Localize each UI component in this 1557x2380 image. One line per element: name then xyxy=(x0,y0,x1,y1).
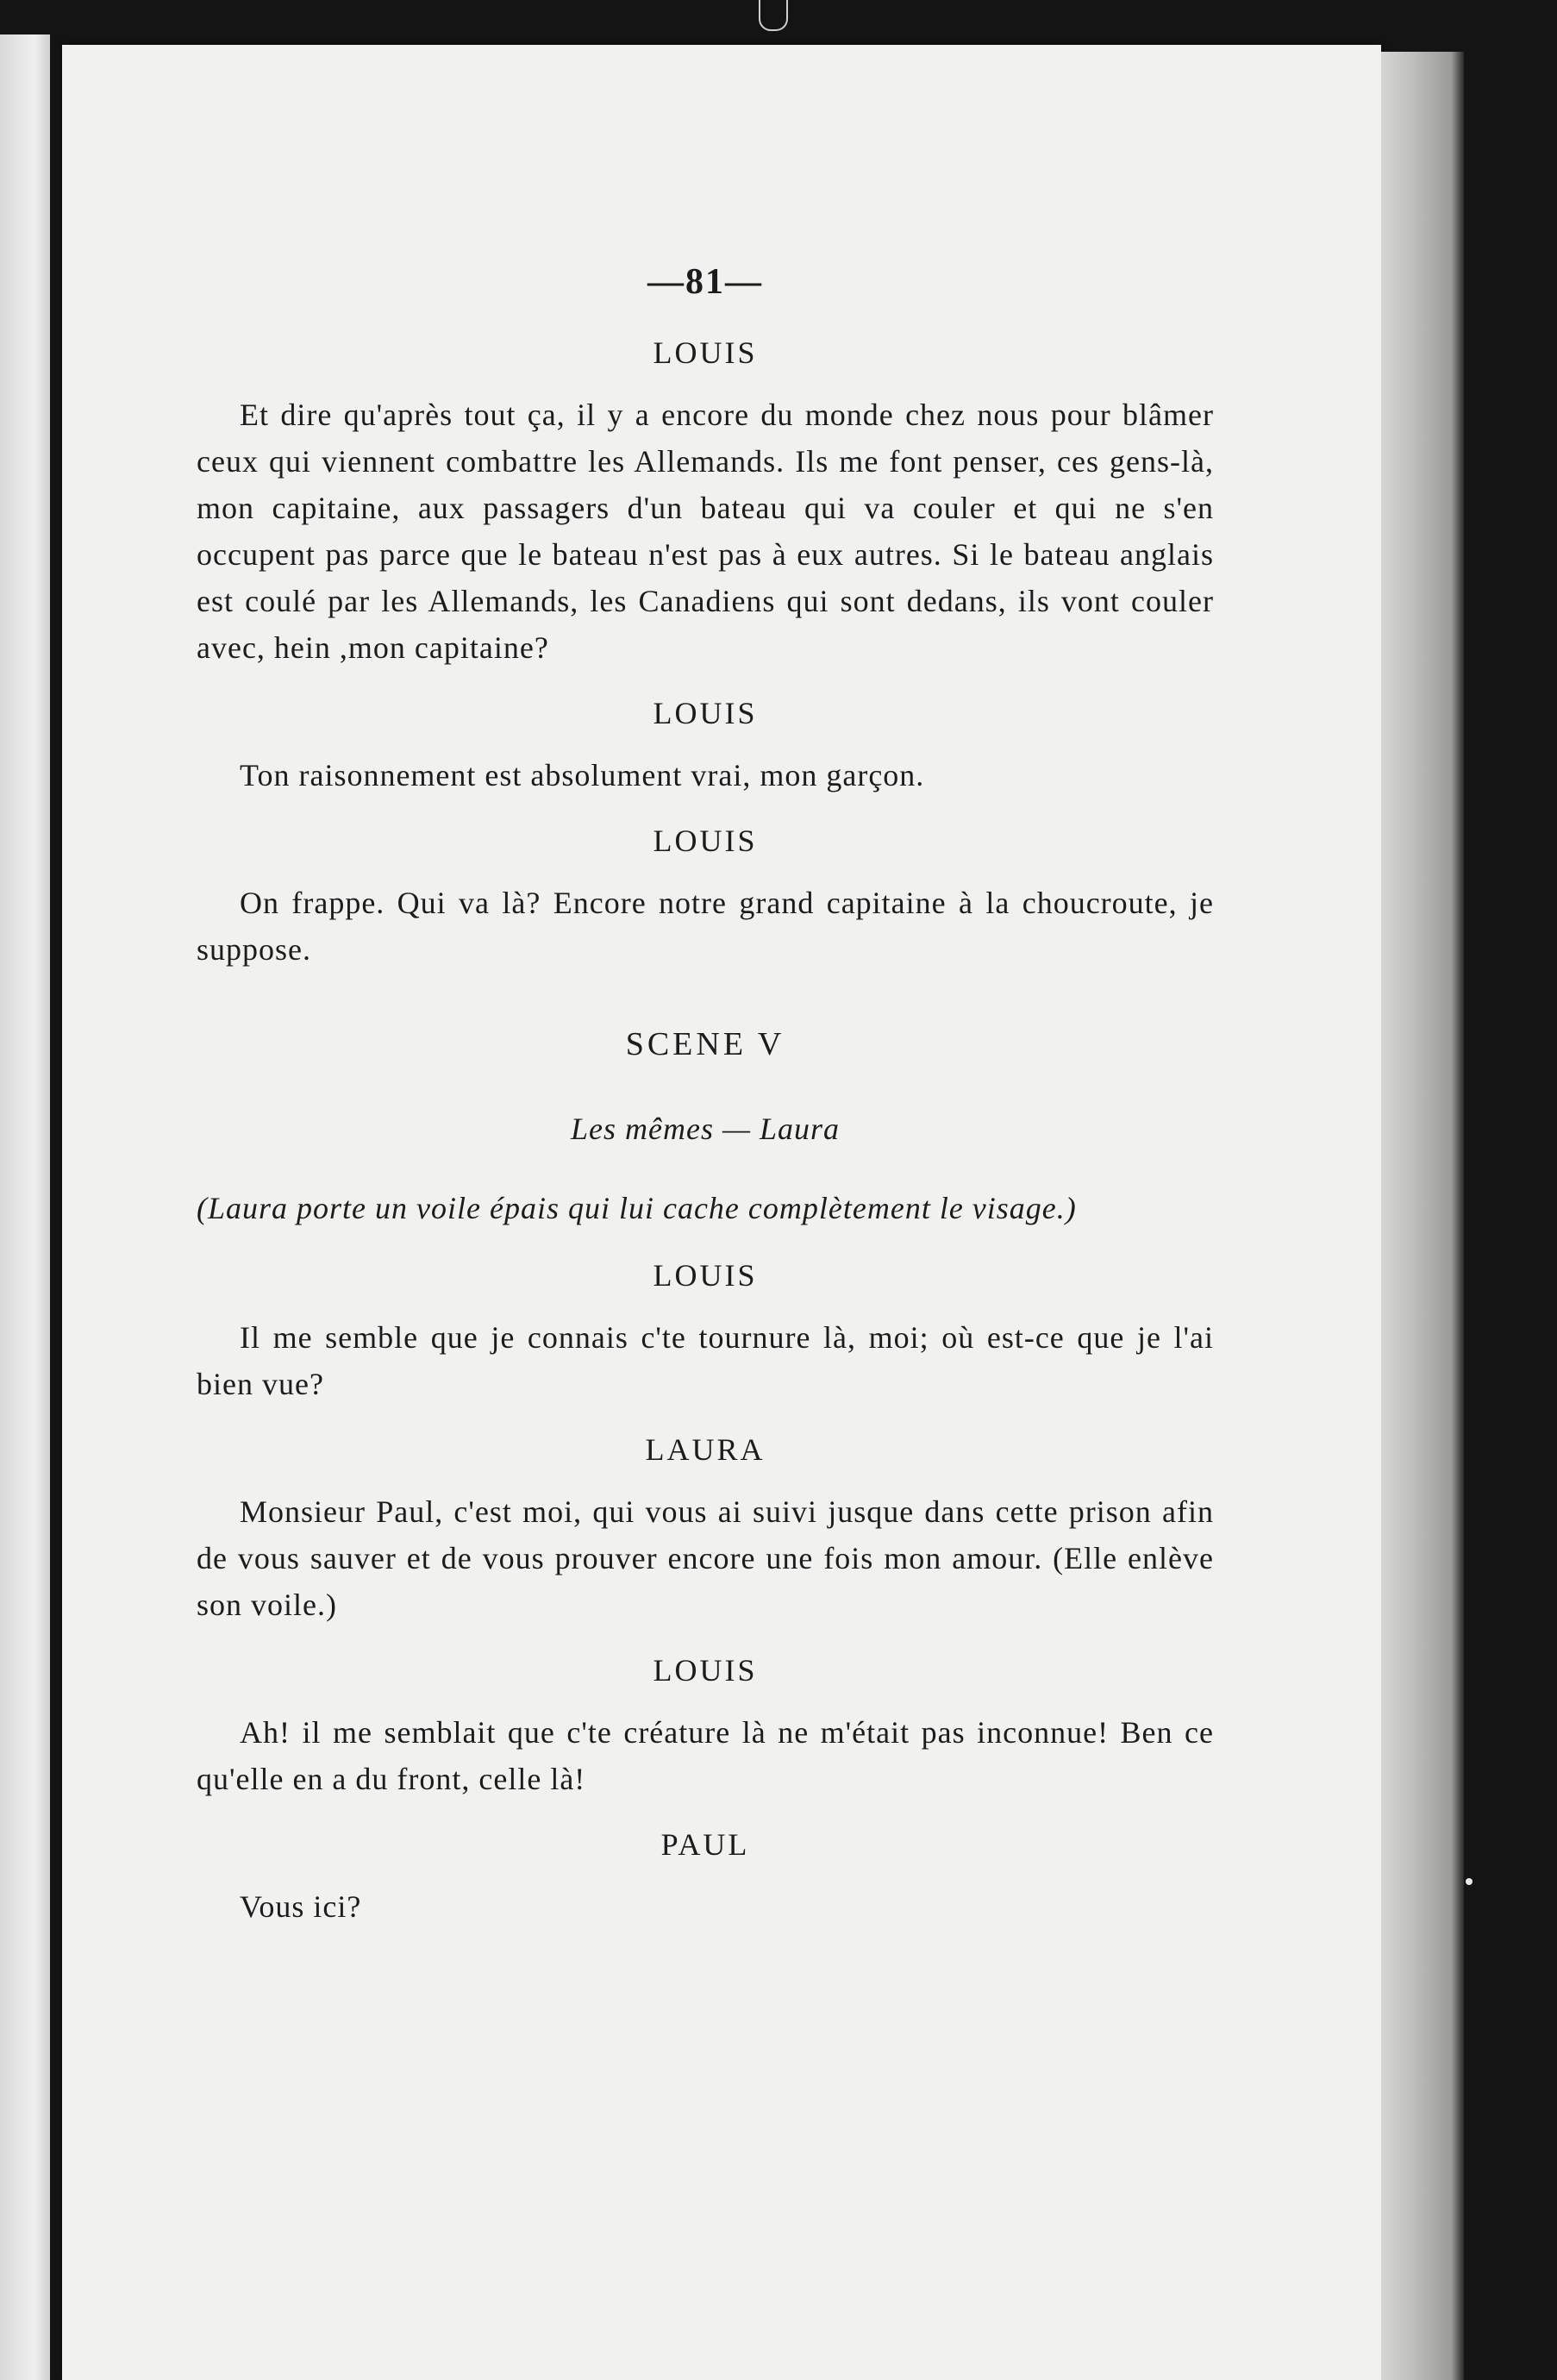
dialogue-line: Vous ici? xyxy=(240,1889,362,1924)
stage-direction: (Laura porte un voile épais qui lui cache complètement le visage.) xyxy=(197,1191,1077,1225)
dialogue-line: Ton raisonnement est absolument vrai, mon garçon. xyxy=(240,758,925,792)
dialogue-line: Monsieur Paul, c'est moi, qui vous ai suivi jusque dans cette prison afin de vous sauver et de vous prouver encore une fois mon amour. (Elle enlève son voile.) xyxy=(197,1494,1214,1622)
scan-speck xyxy=(1466,1878,1473,1885)
dialogue-line: Ah! il me semblait que c'te créature là ne m'était pas inconnue! Ben ce qu'elle en a du front, celle là! xyxy=(197,1715,1214,1796)
left-page-edge xyxy=(0,34,50,2380)
page-edge-shadow xyxy=(1381,52,1464,2380)
dialogue-line: On frappe. Qui va là? Encore notre grand capitaine à la choucroute, je suppose. xyxy=(197,886,1214,967)
speaker-name: LAURA xyxy=(645,1432,766,1467)
speaker-name: LOUIS xyxy=(653,696,758,730)
binding-mark xyxy=(759,0,788,31)
speaker-name: LOUIS xyxy=(653,824,758,858)
scene-cast: Les mêmes — Laura xyxy=(570,1112,840,1146)
speaker-name: LOUIS xyxy=(653,1653,758,1688)
dialogue-line: Et dire qu'après tout ça, il y a encore du monde chez nous pour blâmer ceux qui viennent combattre les Allemands. Ils me font penser, ces gens-là, mon capitaine, aux passagers d'un bateau qui va couler et qui ne s'en occupent pas parce que le bateau n'est pas à eux autres. Si le bateau anglais est coulé par les Allemands, les Canadiens qui sont dedans, ils vont couler avec, hein ,mon capitaine? xyxy=(197,398,1214,665)
scene-heading: SCENE V xyxy=(625,1026,785,1062)
page-content xyxy=(197,259,1214,1938)
speaker-name: LOUIS xyxy=(653,335,758,370)
speaker-name: LOUIS xyxy=(653,1258,758,1293)
speaker-name: PAUL xyxy=(660,1827,750,1862)
page-number: —81— xyxy=(647,262,763,302)
dialogue-line: Il me semble que je connais c'te tournure là, moi; où est-ce que je l'ai bien vue? xyxy=(197,1320,1214,1401)
